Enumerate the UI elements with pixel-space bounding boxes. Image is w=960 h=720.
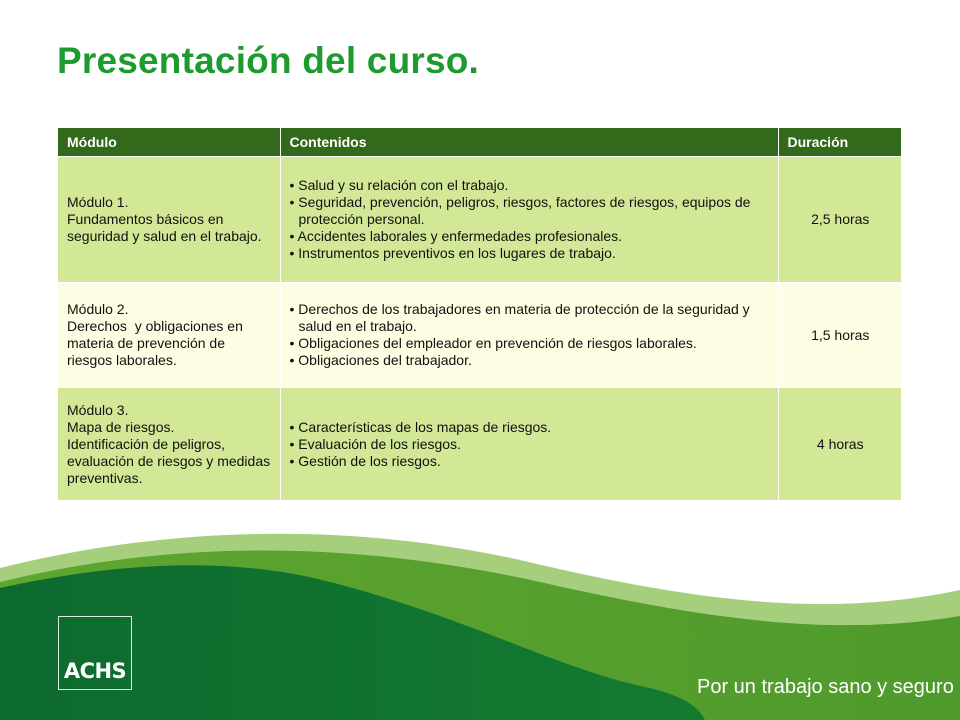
module-number: Módulo 3. [67,401,129,418]
table-header-row [58,128,901,157]
module-number: Módulo 2. [67,301,129,317]
content-bullet: • Obligaciones del trabajador. [289,352,472,368]
module-cell [58,157,280,283]
achs-logo [58,616,132,690]
duration-cell: 2,5 horas [778,157,901,283]
content-bullet: • Seguridad, prevención, peligros, riesgos, factores de riesgos, equipos de protección personal. [289,194,751,227]
table-row [58,157,901,283]
content-bullet: • Obligaciones del empleador en prevención de riesgos laborales. [289,335,697,351]
content-bullet: • Gestión de los riesgos. [289,452,441,469]
module-number: Módulo 1. [67,194,129,210]
header-contenidos: Contenidos [280,128,778,157]
achs-logo-text: ACHS [63,659,127,683]
content-bullet: • Evaluación de los riesgos. [289,435,461,452]
footer-slogan: Por un trabajo sano y seguro [697,676,954,698]
module-name: Derechos y obligaciones en materia de prevención de riesgos laborales. [67,318,247,368]
content-bullet: • Instrumentos preventivos en los lugares de trabajo. [289,245,616,261]
contents-cell [280,157,778,283]
contents-cell [280,388,778,501]
duration-cell: 4 horas [778,388,901,501]
course-table [58,128,901,500]
content-bullet: • Accidentes laborales y enfermedades profesionales. [289,228,623,244]
table-row [58,388,901,501]
table-row [58,283,901,388]
content-bullet: • Salud y su relación con el trabajo. [289,177,509,193]
header-modulo: Módulo [58,128,280,157]
module-name: Mapa de riesgos. [67,418,175,435]
contents-cell [280,283,778,388]
module-cell [58,283,280,388]
header-duracion: Duración [778,128,901,157]
page-title: Presentación del curso. [57,40,480,81]
content-bullet: • Derechos de los trabajadores en materia de protección de la seguridad y salud en el trabajo. [289,301,750,334]
module-description: Identificación de peligros, evaluación de riesgos y medidas preventivas. [67,435,271,486]
duration-cell: 1,5 horas [778,283,901,388]
module-cell [58,388,280,501]
module-name: Fundamentos básicos en seguridad y salud en el trabajo. [67,211,262,244]
content-bullet: • Características de los mapas de riesgos. [289,418,552,435]
